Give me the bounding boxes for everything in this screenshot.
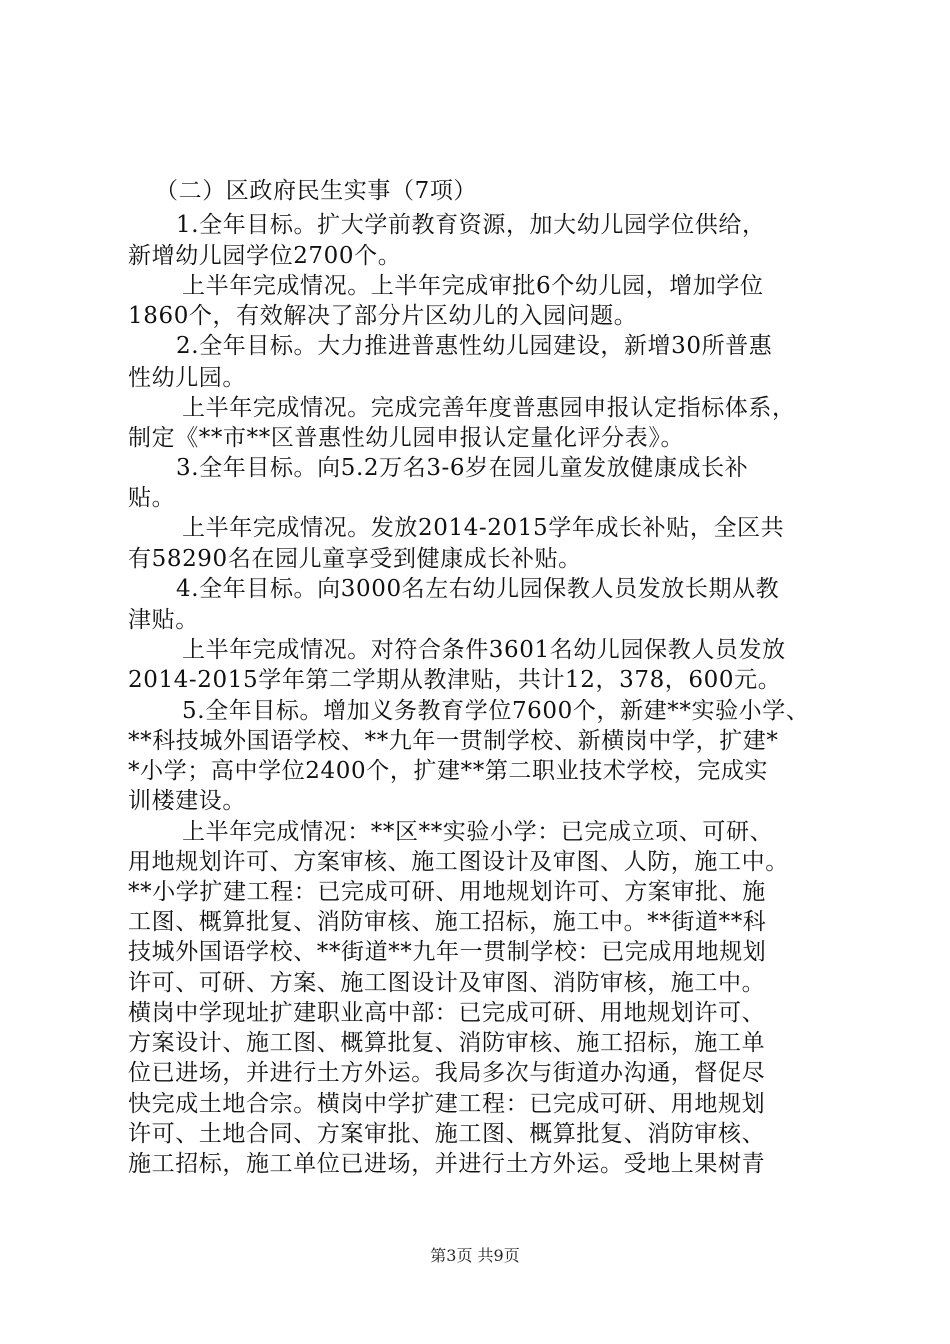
text-line: 工图、概算批复、消防审核、施工招标，施工中。**街道**科: [128, 909, 767, 935]
text-line: 性幼儿园。: [128, 365, 246, 391]
text-line: **小学扩建工程：已完成可研、用地规划许可、方案审批、施: [128, 879, 766, 905]
text-line: 2.全年目标。大力推进普惠性幼儿园建设，新增30所普惠: [176, 333, 773, 359]
text-line: 方案设计、施工图、概算批复、消防审核、施工招标，施工单: [128, 1030, 766, 1056]
text-line: 贴。: [128, 485, 176, 511]
text-line: 横岗中学现址扩建职业高中部：已完成可研、用地规划许可、: [128, 1000, 766, 1026]
text-line: 3.全年目标。向5.2万名3-6岁在园儿童发放健康成长补: [176, 455, 749, 481]
text-line: 1.全年目标。扩大学前教育资源，加大幼儿园学位供给，: [176, 212, 766, 238]
text-line: 用地规划许可、方案审核、施工图设计及审图、人防，施工中。: [128, 849, 789, 875]
text-line: （二）区政府民生实事（7项）: [155, 178, 478, 204]
text-line: 4.全年目标。向3000名左右幼儿园保教人员发放长期从教: [176, 576, 780, 602]
text-line: 施工招标，施工单位已进场，并进行土方外运。受地上果树青: [128, 1151, 766, 1177]
text-line: 位已进场，并进行土方外运。我局多次与街道办沟通，督促尽: [128, 1060, 766, 1086]
text-line: 许可、可研、方案、施工图设计及审图、消防审核，施工中。: [128, 970, 766, 996]
text-line: 2014-2015学年第二学期从教津贴，共计12，378，600元。: [128, 667, 782, 693]
text-line: 训楼建设。: [128, 788, 246, 814]
text-line: 上半年完成情况。对符合条件3601名幼儿园保教人员发放: [182, 637, 786, 663]
text-line: 上半年完成情况。完成完善年度普惠园申报认定指标体系，: [182, 395, 796, 421]
text-line: *小学；高中学位2400个，扩建**第二职业技术学校，完成实: [128, 758, 769, 784]
text-line: 有58290名在园儿童享受到健康成长补贴。: [128, 546, 582, 572]
text-line: 制定《**市**区普惠性幼儿园申报认定量化评分表》。: [128, 425, 685, 451]
text-line: 快完成土地合宗。横岗中学扩建工程：已完成可研、用地规划: [128, 1091, 766, 1117]
text-line: 许可、土地合同、方案审批、施工图、概算批复、消防审核、: [128, 1121, 766, 1147]
text-line: 上半年完成情况。发放2014-2015学年成长补贴，全区共: [182, 515, 785, 541]
page-number-footer: 第3页 共9页: [430, 1246, 520, 1265]
text-line: 5.全年目标。增加义务教育学位7600个，新建**实验小学、: [182, 698, 810, 724]
text-line: 津贴。: [128, 607, 199, 633]
text-line: 新增幼儿园学位2700个。: [128, 243, 402, 269]
text-line: 技城外国语学校、**街道**九年一贯制学校：已完成用地规划: [128, 939, 767, 965]
text-line: 1860个，有效解决了部分片区幼儿的入园问题。: [128, 303, 638, 329]
text-line: **科技城外国语学校、**九年一贯制学校、新横岗中学，扩建*: [128, 728, 779, 754]
text-line: 上半年完成情况。上半年完成审批6个幼儿园，增加学位: [182, 273, 764, 299]
text-line: 上半年完成情况：**区**实验小学：已完成立项、可研、: [182, 819, 774, 845]
